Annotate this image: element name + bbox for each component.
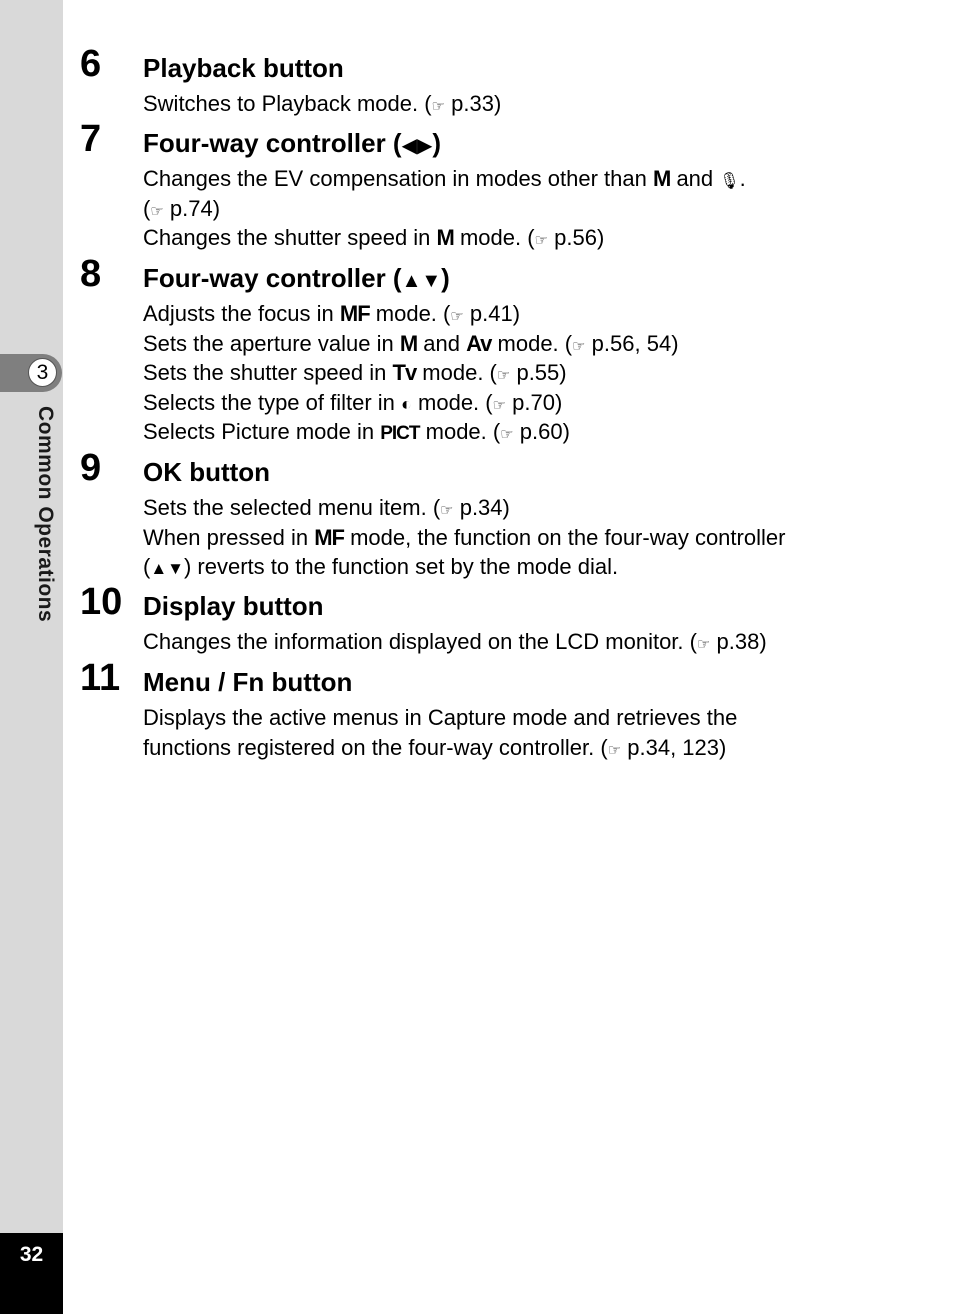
description-line: (▲▼) reverts to the function set by the mode dial.	[143, 554, 619, 580]
description-line: Selects the type of filter in ◐ mode. (☞ p.70)	[143, 389, 563, 415]
item-title: Menu / Fn button	[143, 667, 353, 697]
item-description	[143, 493, 843, 582]
item-title: Playback button	[143, 53, 344, 83]
page-number: 32	[19, 1243, 44, 1266]
manual-focus-icon: MF	[339, 301, 370, 326]
page-ref-icon: ☞	[431, 98, 446, 115]
item-description	[143, 627, 843, 657]
item-title: Four-way controller (◀▶)	[143, 128, 442, 158]
item-number: 10	[80, 581, 123, 623]
shutter-priority-icon: Tv	[392, 360, 417, 386]
item-description	[143, 164, 843, 253]
page-ref-icon: ☞	[534, 232, 549, 250]
description-line: (☞ p.74)	[143, 195, 221, 221]
description-line: Adjusts the focus in MF mode. (☞ p.41)	[143, 301, 521, 326]
item-description	[143, 89, 843, 119]
page-ref-icon: ☞	[572, 337, 586, 355]
chapter-number-badge: 3	[28, 358, 57, 387]
page-ref-icon: ☞	[450, 308, 464, 325]
manual-mode-icon: M	[653, 166, 671, 191]
description-line: Changes the information displayed on the LCD monitor. (☞ p.38)	[143, 629, 767, 654]
manual-focus-icon: MF	[314, 524, 344, 550]
item-number: 9	[80, 447, 102, 489]
item-title: Display button	[143, 591, 324, 621]
manual-mode-icon: M	[436, 225, 454, 251]
left-right-arrows-icon: ◀▶	[401, 135, 433, 157]
description-line: Sets the aperture value in M and Av mode. (☞ p.56, 54)	[143, 330, 679, 356]
description-line: Sets the selected menu item. (☞ p.34)	[143, 495, 510, 520]
picture-mode-icon: PICT	[380, 423, 420, 445]
item-number: 6	[80, 43, 102, 85]
page-ref-icon: ☞	[492, 396, 507, 414]
description-line: Changes the EV compensation in modes other than M and 🎙.	[143, 166, 746, 191]
description-line: Sets the shutter speed in Tv mode. (☞ p.55)	[143, 360, 567, 386]
item-number: 7	[80, 118, 102, 160]
description-line: Selects Picture mode in PICT mode. (☞ p.60)	[143, 419, 570, 445]
item-description	[143, 703, 843, 762]
page-ref-icon: ☞	[500, 426, 514, 444]
description-line: When pressed in MF mode, the function on the four-way controller	[143, 524, 786, 550]
item-number: 11	[80, 657, 121, 699]
description-line: Displays the active menus in Capture mode and retrieves the	[143, 705, 738, 730]
page-ref-icon: ☞	[696, 636, 711, 653]
page-ref-icon: ☞	[607, 741, 622, 759]
item-number: 8	[80, 253, 102, 295]
page-ref-icon: ☞	[150, 202, 164, 220]
item-title: Four-way controller (▲▼)	[143, 263, 450, 293]
chapter-sidebar	[0, 0, 63, 1314]
up-down-arrows-icon: ▲▼	[401, 270, 442, 292]
description-line: Switches to Playback mode. (☞ p.33)	[143, 91, 502, 116]
chapter-title: Common Operations	[34, 406, 57, 623]
item-title: OK button	[143, 457, 271, 487]
up-down-arrows-icon: ▲▼	[150, 559, 184, 579]
page-ref-icon: ☞	[440, 502, 454, 519]
manual-mode-icon: M	[399, 330, 418, 356]
aperture-priority-icon: Av	[466, 330, 492, 356]
voice-recording-icon: 🎙	[719, 173, 740, 190]
description-line: Changes the shutter speed in M mode. (☞ p.56)	[143, 225, 605, 251]
description-line: functions registered on the four-way controller. (☞ p.34, 123)	[143, 734, 727, 760]
item-description	[143, 299, 843, 447]
page-ref-icon: ☞	[496, 367, 511, 385]
digital-filter-icon: ◐	[401, 393, 412, 414]
